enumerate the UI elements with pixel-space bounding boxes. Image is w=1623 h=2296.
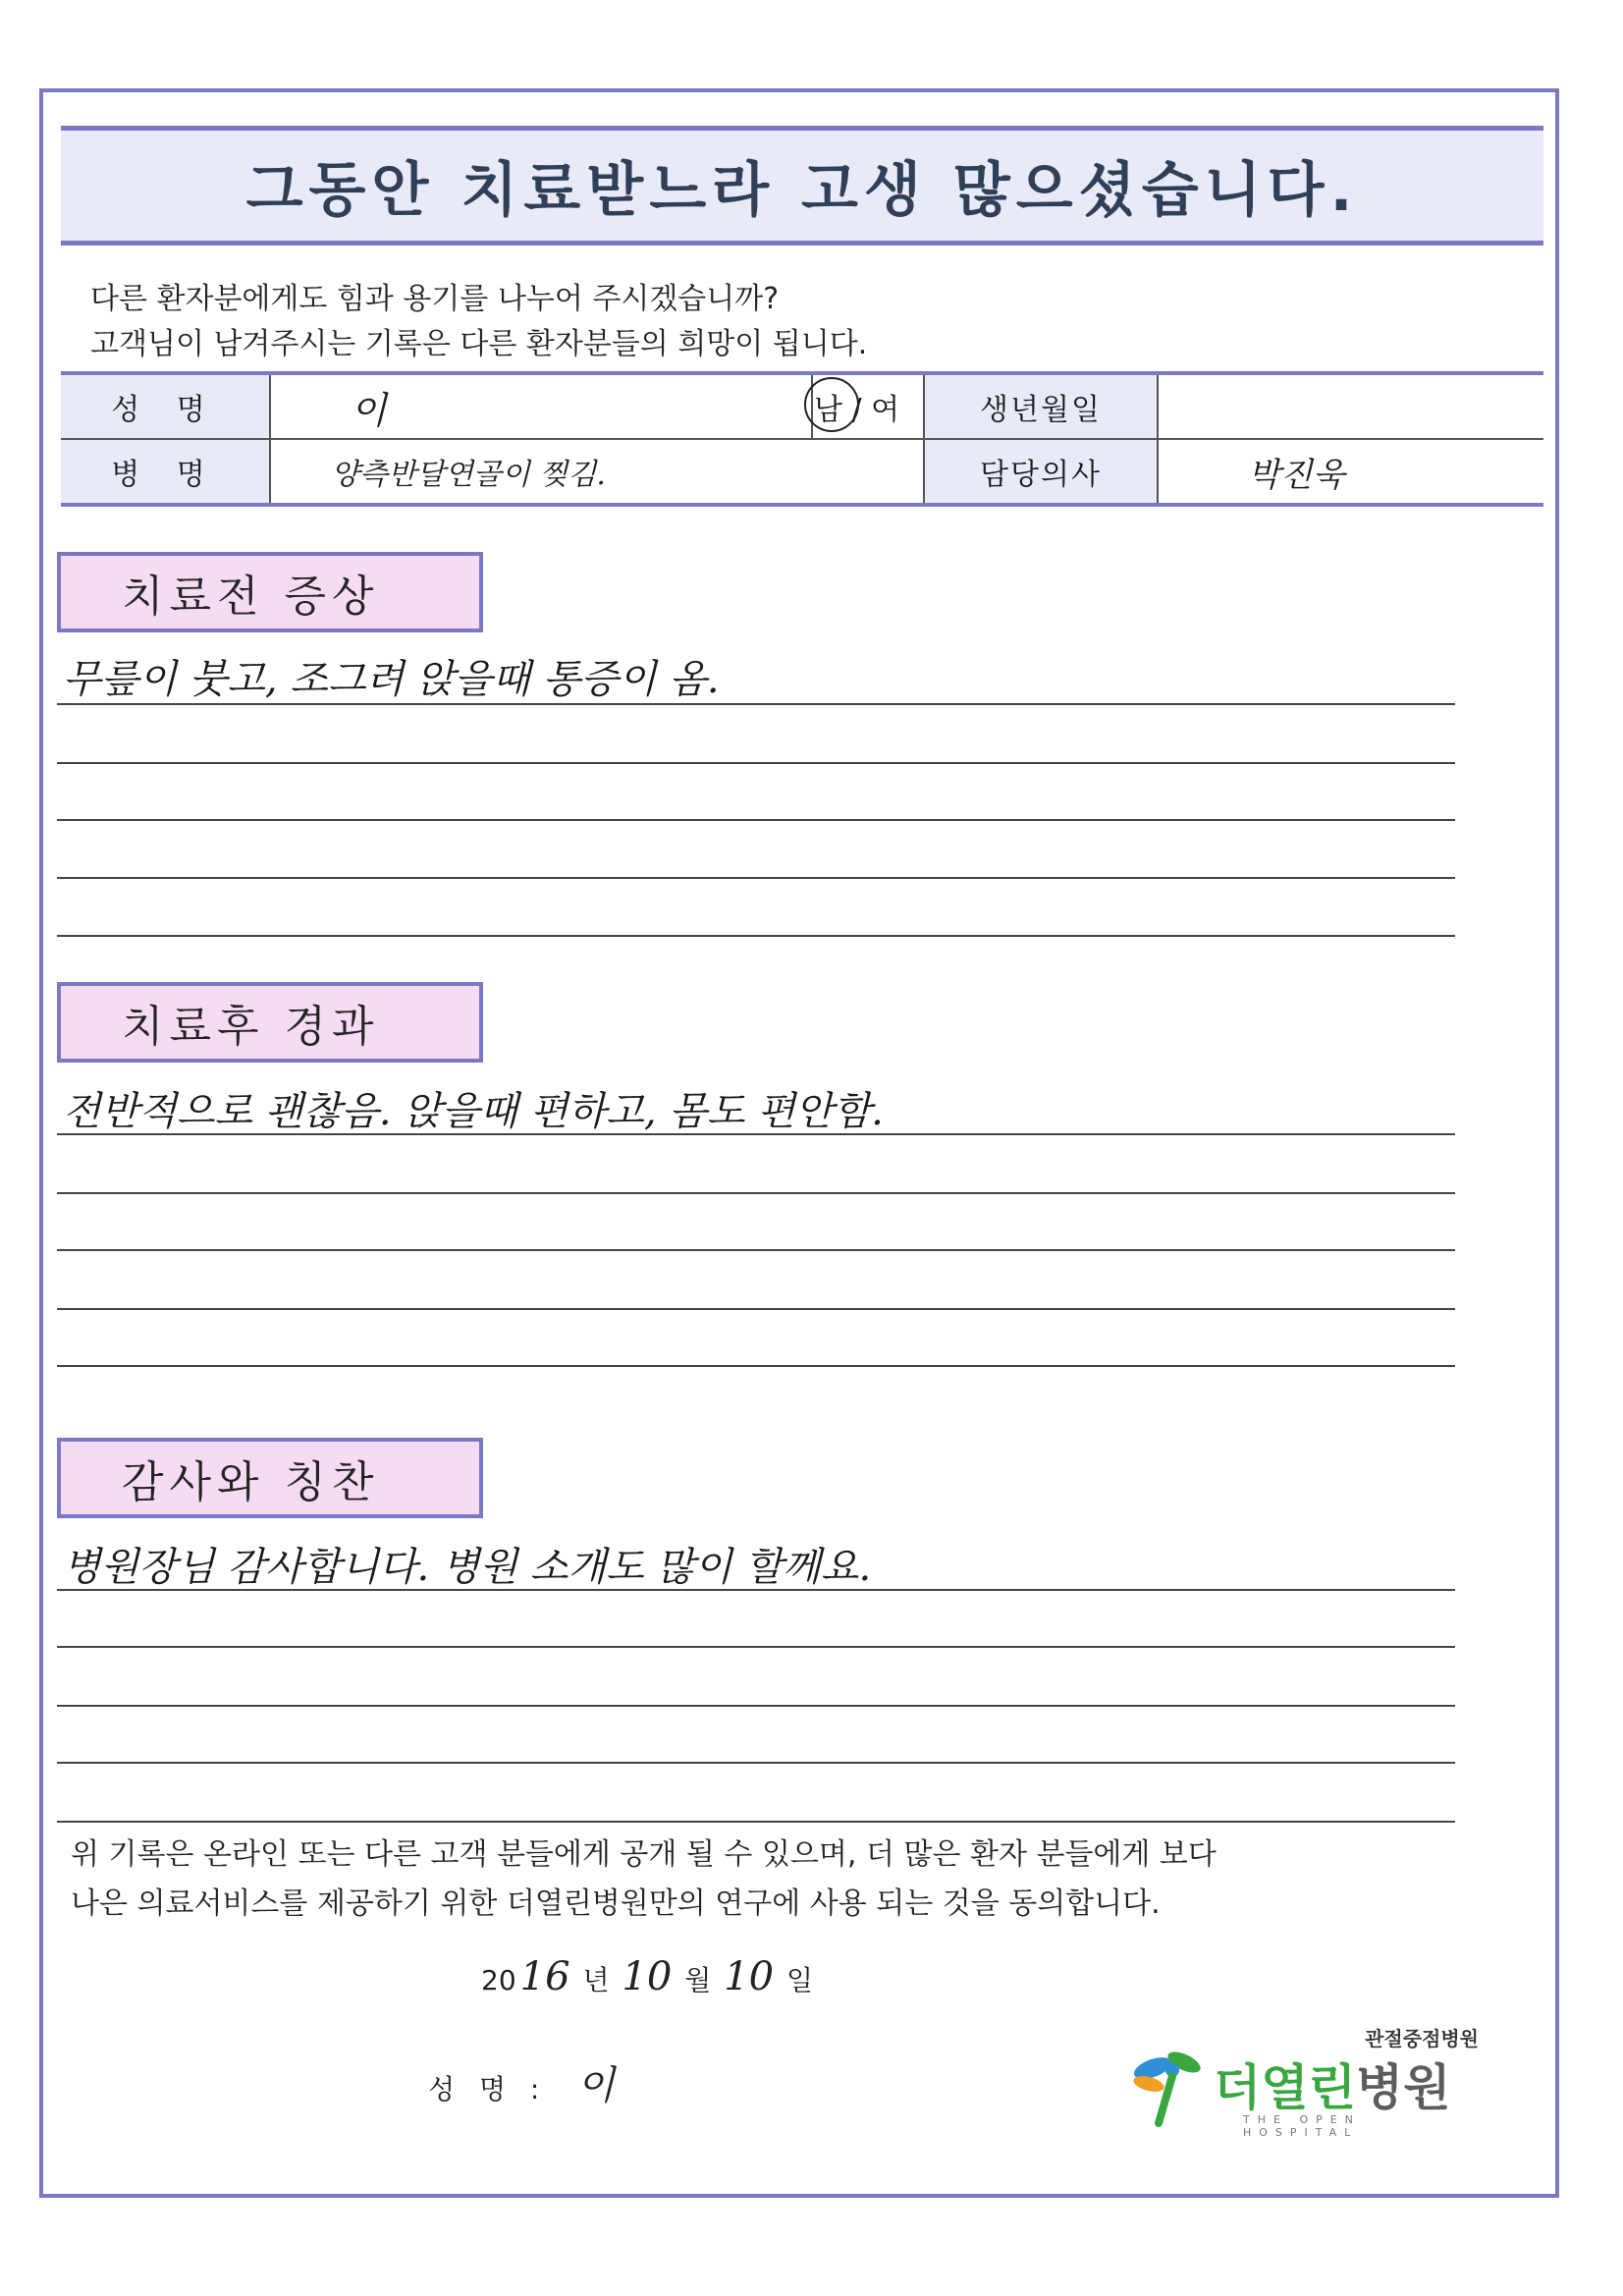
- info-row-1: [61, 373, 1543, 439]
- intro-text: [90, 277, 867, 367]
- title-band: [61, 126, 1543, 246]
- writing-line: [57, 1249, 1455, 1251]
- day-unit: 일: [786, 1964, 814, 1996]
- signature-label: 성 명 :: [428, 2073, 548, 2105]
- female-label: / 여: [851, 393, 900, 427]
- section-label: 치료후 경과: [122, 1002, 380, 1052]
- disease-label: 병 명: [61, 439, 270, 505]
- writing-line: [57, 877, 1455, 879]
- section-after-treatment: [57, 982, 483, 1063]
- doctor-label: 담당의사: [924, 439, 1158, 505]
- logo-english: THE OPEN HOSPITAL: [1243, 2113, 1361, 2139]
- year-unit: 년: [582, 1964, 610, 1996]
- thanks-text: 병원장님 감사합니다. 병원 소개도 많이 할께요.: [63, 1545, 872, 1590]
- writing-line: [57, 1762, 1455, 1764]
- after-treatment-text: 전반적으로 괜찮음. 앉을때 편하고, 몸도 편안함.: [63, 1089, 884, 1134]
- date-line: [481, 1954, 813, 1999]
- logo-subtitle: 관절중점병원: [1365, 2027, 1479, 2050]
- page-title: 그동안 치료받느라 고생 많으셨습니다.: [245, 156, 1359, 225]
- intro-line-2: 고객님이 남겨주시는 기록은 다른 환자분들의 희망이 됩니다.: [90, 327, 868, 361]
- writing-line: [57, 819, 1455, 821]
- gender-cell: [812, 373, 924, 439]
- writing-line: [57, 1589, 1455, 1591]
- patient-info-table: [61, 371, 1543, 507]
- writing-line: [57, 1308, 1455, 1310]
- month-unit: 월: [684, 1964, 712, 1996]
- year-value: 16: [519, 1954, 570, 1999]
- consent-text: [71, 1831, 1217, 1929]
- section-label: 감사와 칭찬: [122, 1457, 380, 1507]
- writing-line: [57, 1646, 1455, 1648]
- signature-line: [428, 2054, 617, 2110]
- male-label: 남: [814, 393, 842, 427]
- writing-line: [57, 762, 1455, 764]
- writing-line: [57, 1192, 1455, 1194]
- logo-name-green: 더열린: [1214, 2059, 1356, 2116]
- writing-line: [57, 1821, 1455, 1823]
- signature-value: 이: [576, 2063, 617, 2108]
- section-thanks: [57, 1438, 483, 1518]
- day-value: 10: [724, 1954, 775, 1999]
- name-label: 성 명: [61, 373, 270, 439]
- dragonfly-icon: [1129, 2043, 1208, 2131]
- before-treatment-text: 무릎이 붓고, 조그려 앉을때 통증이 옴.: [63, 657, 720, 702]
- section-label: 치료전 증상: [122, 572, 380, 622]
- name-value: 이: [351, 388, 387, 432]
- section-before-treatment: [57, 552, 483, 632]
- name-cell: [270, 373, 812, 439]
- writing-line: [57, 935, 1455, 937]
- intro-line-1: 다른 환자분에게도 힘과 용기를 나누어 주시겠습니까?: [90, 282, 780, 316]
- year-prefix: 20: [481, 1964, 516, 1996]
- birth-value: [1158, 373, 1543, 439]
- hospital-logo: [1129, 2023, 1483, 2139]
- logo-name: [1214, 2049, 1451, 2119]
- consent-line-1: 위 기록은 온라인 또는 다른 고객 분들에게 공개 될 수 있으며, 더 많은 환자 분들에게 보다: [71, 1837, 1217, 1872]
- birth-label: 생년월일: [924, 373, 1158, 439]
- doctor-value: 박진욱: [1248, 455, 1345, 495]
- logo-name-gray: 병원: [1355, 2059, 1451, 2116]
- writing-line: [57, 1365, 1455, 1367]
- consent-line-2: 나은 의료서비스를 제공하기 위한 더열린병원만의 연구에 사용 되는 것을 동의합니다.: [71, 1886, 1161, 1921]
- disease-cell: [270, 439, 924, 505]
- month-value: 10: [622, 1954, 673, 1999]
- writing-line: [57, 1705, 1455, 1707]
- doctor-cell: [1158, 439, 1543, 505]
- info-row-2: [61, 439, 1543, 505]
- writing-line: [57, 703, 1455, 705]
- gender-male: [814, 385, 842, 428]
- disease-value: 양측반달연골이 찢김.: [331, 458, 606, 492]
- writing-line: [57, 1133, 1455, 1135]
- selected-circle-icon: [804, 377, 859, 432]
